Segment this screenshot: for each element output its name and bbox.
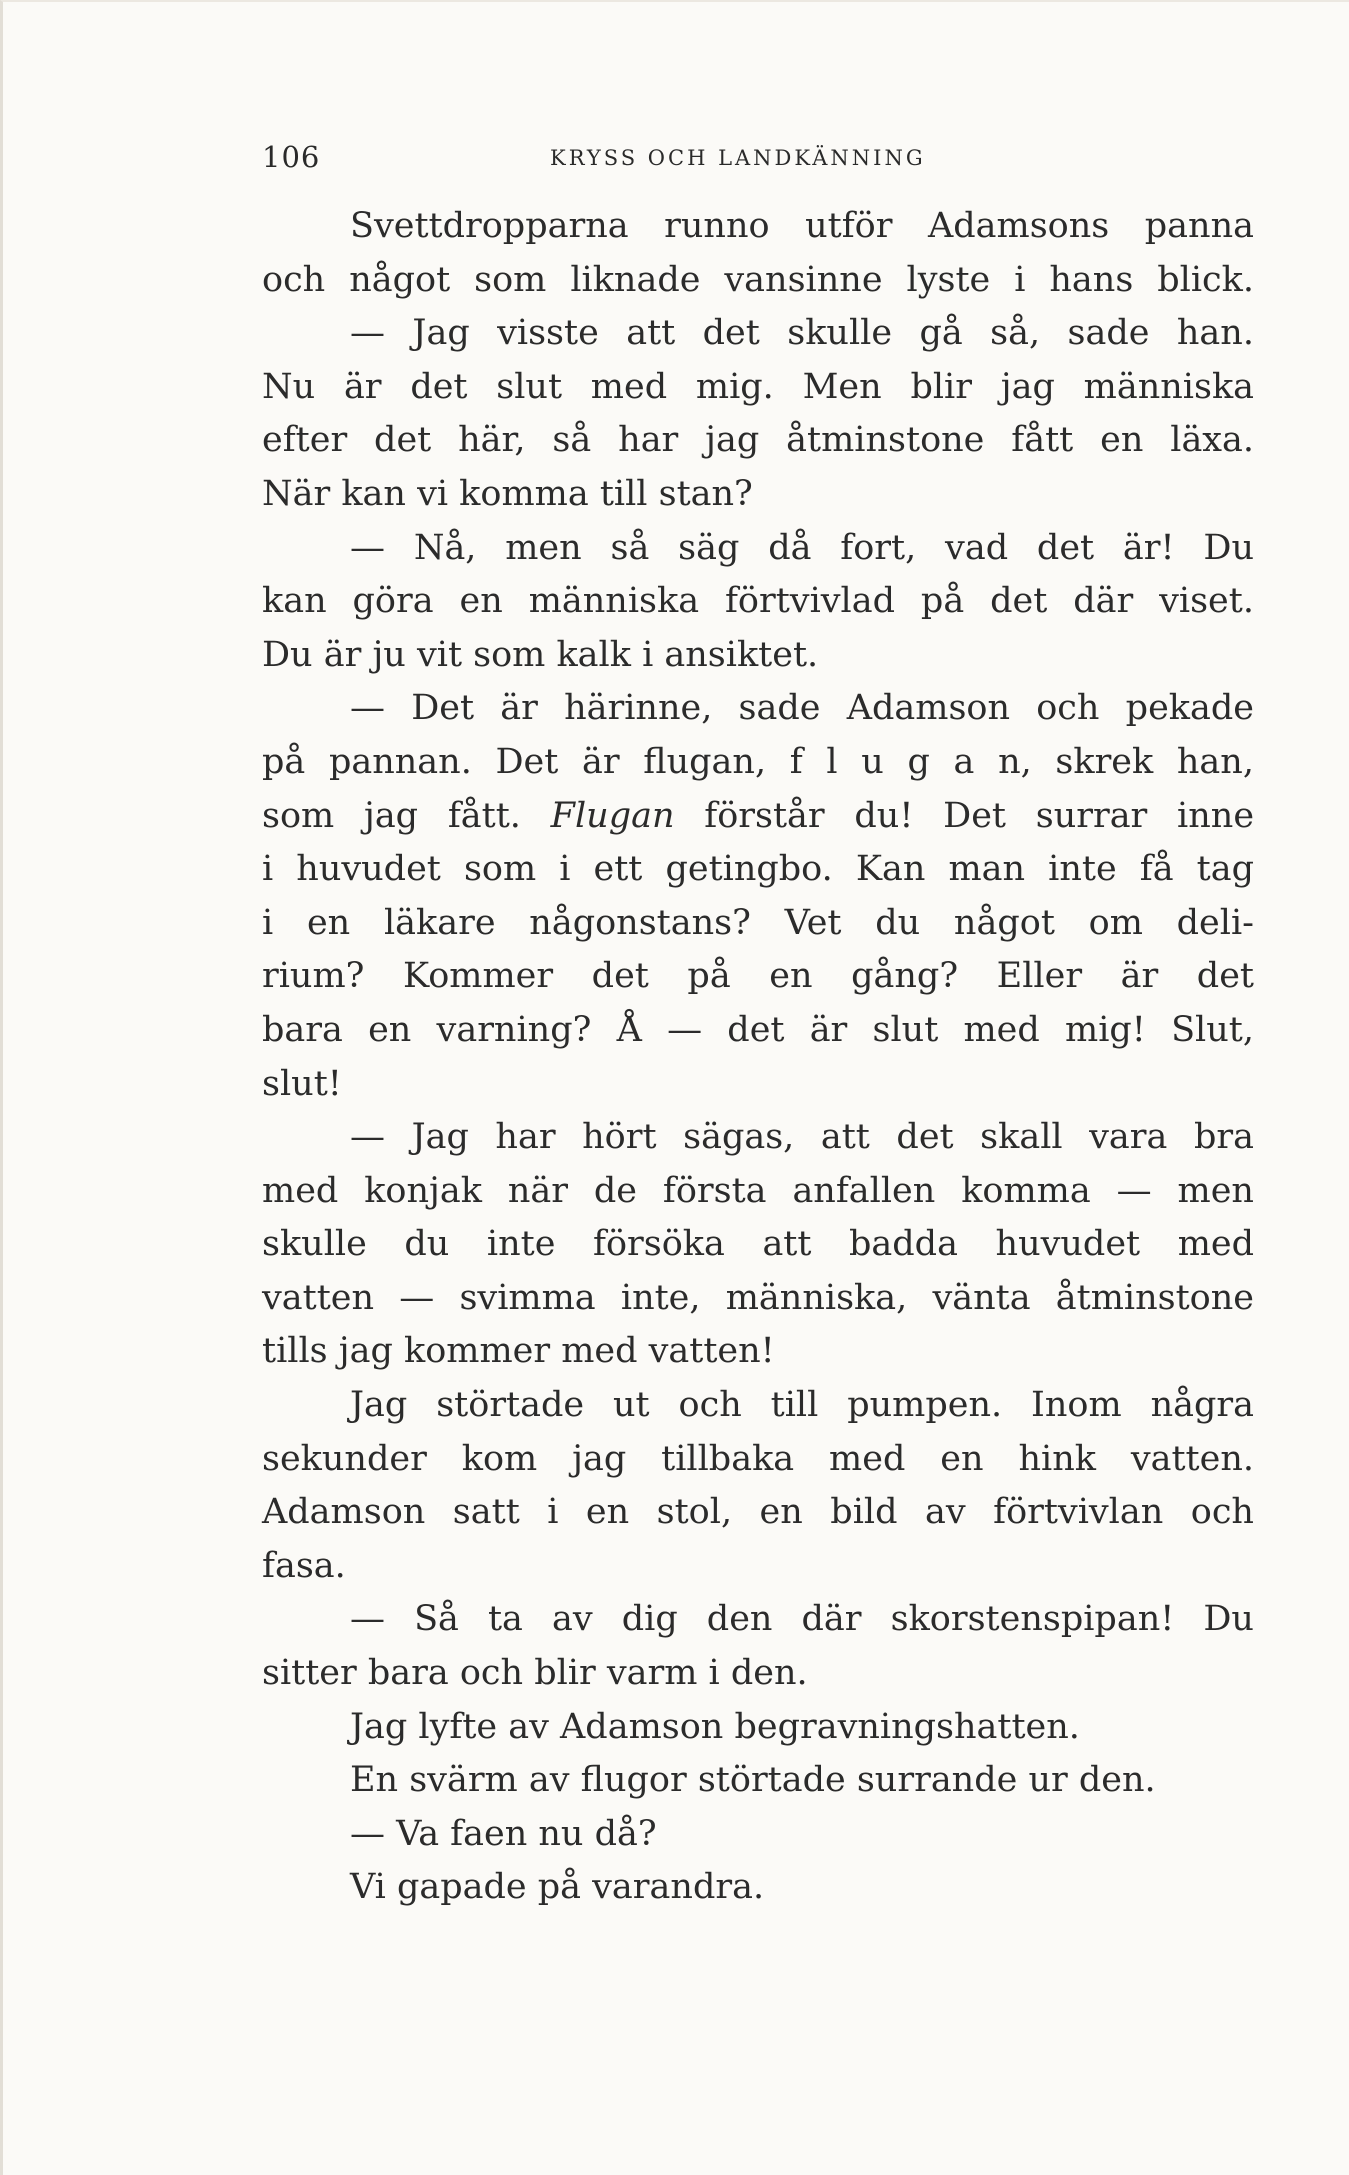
- text-line-content: i en läkare någonstans? Vet du något om deli-: [262, 902, 1254, 943]
- text-line: [262, 254, 1254, 308]
- text-line: [262, 897, 1254, 951]
- text-line-content: Vi gapade på varandra.: [350, 1867, 765, 1908]
- text-line: [262, 1004, 1254, 1058]
- text-line-content: — Jag har hört sägas, att det skall vara bra: [350, 1117, 1254, 1158]
- text-line-content: sekunder kom jag tillbaka med en hink vatten.: [262, 1438, 1255, 1479]
- text-line-content: skulle du inte försöka att badda huvudet med: [262, 1224, 1254, 1265]
- text-line: [262, 1647, 1254, 1701]
- text-line: [262, 522, 1254, 576]
- text-line: [262, 682, 1254, 736]
- text-line-content: Svettdropparna runno utför Adamsons panna: [350, 206, 1255, 246]
- text-line: [262, 1218, 1254, 1272]
- text-line-content: Jag störtade ut och till pumpen. Inom några: [350, 1385, 1255, 1426]
- text-line-content: fasa.: [262, 1545, 346, 1586]
- text-line-content: tills jag kommer med vatten!: [262, 1331, 775, 1372]
- text-line: [262, 1754, 1254, 1808]
- running-head: [262, 140, 1252, 180]
- text-line-content: rium? Kommer det på en gång? Eller är det: [262, 956, 1254, 997]
- text-line: [262, 736, 1254, 790]
- running-title: KRYSS OCH LANDKÄNNING: [550, 146, 926, 170]
- body-text: [262, 200, 1254, 1915]
- text-line: [262, 950, 1254, 1004]
- text-line-content: — Nå, men så säg då fort, vad det är! Du: [350, 527, 1254, 568]
- text-line: [262, 307, 1254, 361]
- text-line: [262, 468, 1254, 522]
- text-line: [262, 1111, 1254, 1165]
- text-line: [262, 575, 1254, 629]
- text-line-content: När kan vi komma till stan?: [262, 473, 753, 514]
- text-line: [262, 1165, 1254, 1219]
- text-line-content: En svärm av flugor störtade surrande ur den.: [350, 1760, 1156, 1801]
- text-line-content: slut!: [262, 1063, 342, 1104]
- text-line: [262, 361, 1254, 415]
- text-line-content: Jag lyfte av Adamson begravningshatten.: [350, 1706, 1080, 1747]
- text-line: [262, 790, 1254, 844]
- text-line: [262, 1593, 1254, 1647]
- text-line: [262, 843, 1254, 897]
- text-line-content: — Så ta av dig den där skorstenspipan! Du: [350, 1599, 1254, 1640]
- text-line: [262, 1272, 1254, 1326]
- text-line: [262, 1701, 1254, 1755]
- text-line-content: Adamson satt i en stol, en bild av förtvivlan och: [262, 1492, 1254, 1533]
- text-line-content: — Det är härinne, sade Adamson och pekade: [350, 688, 1254, 729]
- text-line: [262, 200, 1254, 254]
- text-line-content: bara en varning? Å — det är slut med mig! Slut,: [262, 1009, 1254, 1050]
- text-line-content: sitter bara och blir varm i den.: [262, 1653, 808, 1694]
- text-line-content: i huvudet som i ett getingbo. Kan man inte få tag: [262, 849, 1255, 890]
- text-line: [262, 1540, 1254, 1594]
- text-line-content: kan göra en människa förtvivlad på det där viset.: [262, 581, 1254, 622]
- text-line-content: [262, 790, 1254, 844]
- text-line: [262, 629, 1254, 683]
- text-line: [262, 1433, 1254, 1487]
- text-line-content: — Jag visste att det skulle gå så, sade han.: [350, 313, 1254, 354]
- text-line: [262, 414, 1254, 468]
- text-line: [262, 1379, 1254, 1433]
- text-line-content: och något som liknade vansinne lyste i hans blick.: [262, 259, 1254, 300]
- text-segment: förstår du! Det surrar inne: [674, 795, 1255, 836]
- emphasized-word: Flugan: [550, 795, 675, 836]
- text-line-content: Du är ju vit som kalk i ansiktet.: [262, 634, 819, 675]
- text-line: [262, 1058, 1254, 1112]
- text-line: [262, 1808, 1254, 1862]
- text-segment: som jag fått.: [262, 795, 551, 836]
- text-line-content: Nu är det slut med mig. Men blir jag människa: [262, 366, 1255, 407]
- page-number: 106: [262, 140, 321, 174]
- text-line-content: på pannan. Det är flugan, f l u g a n, skrek han,: [262, 741, 1254, 782]
- text-line-content: vatten — svimma inte, människa, vänta åtminstone: [262, 1277, 1255, 1318]
- text-line: [262, 1861, 1254, 1915]
- text-line: [262, 1486, 1254, 1540]
- text-line-content: efter det här, så har jag åtminstone fått en läxa.: [262, 420, 1255, 461]
- text-line-content: med konjak när de första anfallen komma — men: [262, 1170, 1254, 1211]
- text-line-content: — Va faen nu då?: [350, 1813, 657, 1854]
- text-line: [262, 1325, 1254, 1379]
